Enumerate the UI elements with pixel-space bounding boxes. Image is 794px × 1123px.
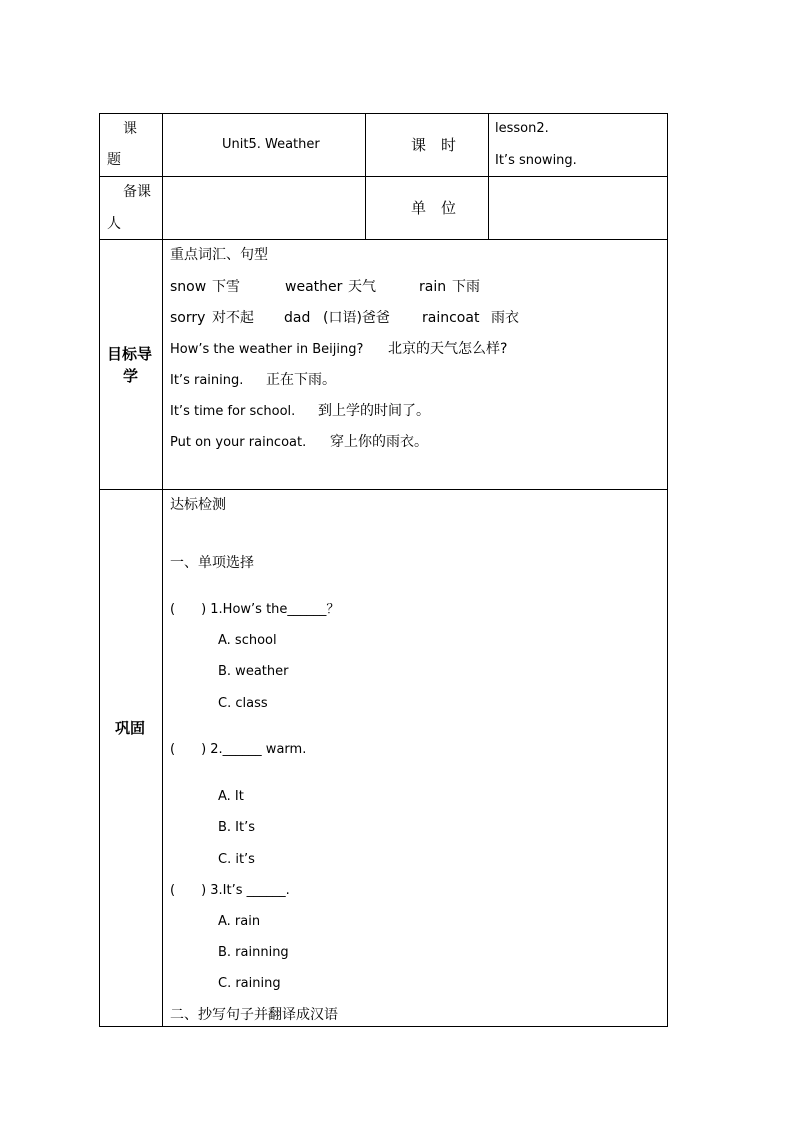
vocab-item-zh: 下雨 (452, 279, 480, 295)
preparer-label-line2: 人 (107, 216, 121, 232)
goals-label-line1: 目标导 (107, 345, 153, 363)
vocab-item-zh: 天气 (348, 279, 376, 295)
question-option: B. rainning (218, 945, 289, 960)
row-divider-3 (99, 489, 667, 490)
preparer-label-line1: 备课 (123, 184, 151, 200)
vocab-item-en: raincoat (422, 310, 480, 326)
question-option: B. weather (218, 664, 289, 679)
question-stem: ( ) 3.It’s ______. (170, 883, 290, 898)
sentence-zh: 到上学的时间了。 (318, 403, 430, 419)
question-option: A. It (218, 789, 244, 804)
row-divider-2 (99, 239, 667, 240)
vocab-item-en: weather (285, 279, 343, 295)
question-option: B. It’s (218, 820, 256, 835)
table-right-border (667, 113, 668, 1027)
vocab-item-zh: 对不起 (212, 310, 254, 326)
period-label: 课 时 (411, 136, 457, 154)
question-option: C. raining (218, 976, 281, 991)
vocab-item-en: dad (284, 310, 311, 326)
topic-value: Unit5. Weather (222, 137, 320, 152)
period-value-line2: It’s snowing. (495, 153, 577, 168)
section-two-title: 二、抄写句子并翻译成汉语 (170, 1007, 338, 1023)
section-one-title: 一、单项选择 (170, 555, 254, 571)
table-bottom-border (99, 1026, 667, 1027)
vocab-item-zh: 下雪 (212, 279, 240, 295)
question-option: C. class (218, 696, 268, 711)
question-option: C. it’s (218, 852, 255, 867)
column-divider-3 (488, 113, 489, 240)
table-left-border (99, 113, 100, 1027)
goals-label-line2: 学 (123, 367, 139, 385)
practice-heading: 达标检测 (170, 497, 226, 513)
sentence-en: Put on your raincoat. (170, 435, 307, 450)
vocab-item-en: rain (419, 279, 447, 295)
question-option: A. rain (218, 914, 261, 929)
table-top-border (99, 113, 667, 114)
question-option: A. school (218, 633, 277, 648)
vocab-item-zh: 雨衣 (491, 310, 519, 326)
sentence-en: It’s raining. (170, 373, 244, 388)
sentence-zh: 北京的天气怎么样? (388, 341, 508, 357)
sentence-zh: 正在下雨。 (266, 372, 336, 388)
period-value-line1: lesson2. (495, 121, 549, 136)
question-stem: ( ) 2.______ warm. (170, 742, 307, 757)
topic-label-line1: 课 (123, 121, 137, 137)
vocab-item-en: sorry (170, 310, 206, 326)
practice-label: 巩固 (115, 719, 146, 737)
column-divider-1 (162, 113, 163, 1027)
column-divider-2 (365, 113, 366, 240)
sentence-en: It’s time for school. (170, 404, 296, 419)
question-stem: ( ) 1.How’s the______？ (170, 602, 340, 617)
goals-heading: 重点词汇、句型 (170, 247, 268, 263)
row-divider-1 (99, 176, 667, 177)
sentence-zh: 穿上你的雨衣。 (330, 434, 428, 450)
vocab-item-zh: (口语)爸爸 (323, 310, 390, 326)
sentence-en: How’s the weather in Beijing? (170, 342, 364, 357)
unit-label: 单 位 (411, 199, 457, 217)
vocab-item-en: snow (170, 279, 207, 295)
topic-label-line2: 题 (107, 152, 121, 168)
